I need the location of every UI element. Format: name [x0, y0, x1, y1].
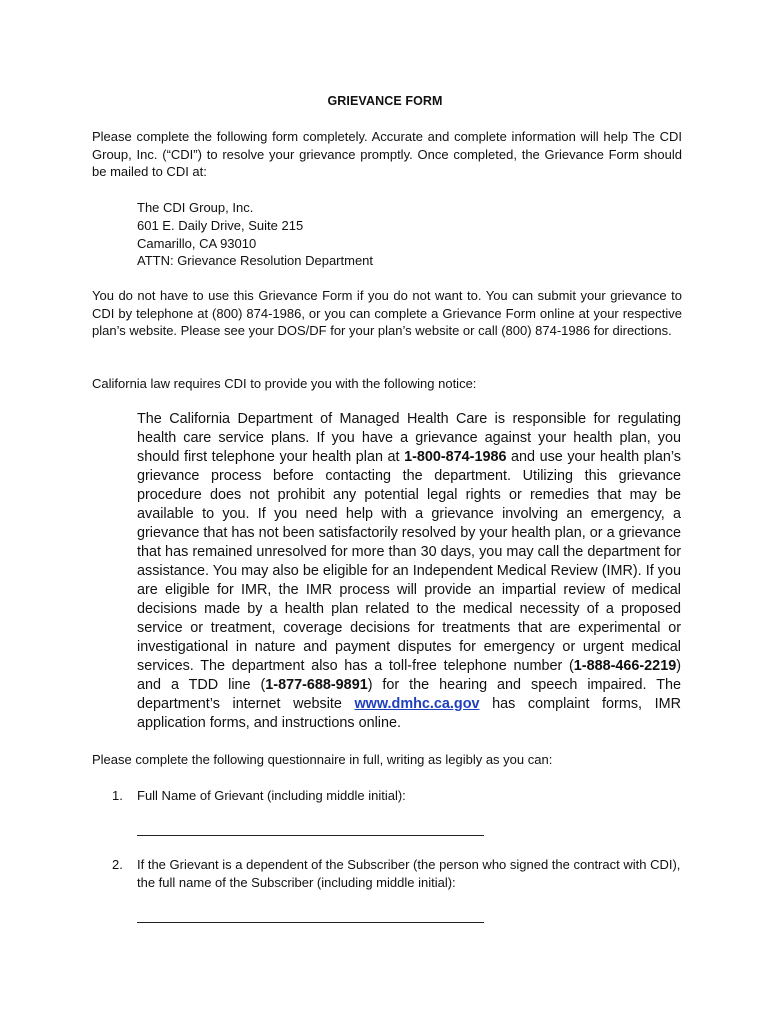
notice-text-2: and use your health plan’s grievance process before contacting the department. Utilizing this grievance procedure does not prohibit any potential legal rights or remedies that may be available to you. If you need help with a grievance involving an emergency, a grievance that has not been satisfactorily resolved by your health plan, or a grievance that has remained unresolved for more than 30 days, you may call the department for assistance. You may also be eligible for an Independent Medical Review (IMR). If you are eligible for IMR, the IMR process will provide an impartial review of medical decisions made by a health plan related to the medical necessity of a proposed service or treatment, coverage decisions for treatments that are experimental or investigational in nature and payment disputes for emergency or urgent medical services. The department also has a toll-free telephone number ( — [137, 449, 681, 674]
department-phone-number: 1-888-466-2219 — [573, 658, 677, 674]
address-line-attn: ATTN: Grievance Resolution Department — [137, 253, 374, 269]
address-line-street: 601 E. Daily Drive, Suite 215 — [137, 217, 304, 233]
notice-text-5: has complaint forms, IMR application forms, and instructions online. — [137, 696, 681, 731]
question-text: If the Grievant is a dependent of the Subscriber (the person who signed the contract with CDI), the full name of the Subscriber (including middle initial): — [137, 857, 681, 890]
intro-paragraph: Please complete the following form completely. Accurate and complete information will help The CDI Group, Inc. (“CDI”) to resolve your grievance promptly. Once completed, the Grievance Form should be mailed to CDI at: — [92, 129, 682, 180]
tdd-phone-number: 1-877-688-9891 — [265, 677, 368, 693]
question-number: 1. — [112, 788, 123, 803]
subscriber-name-answer-line[interactable] — [137, 922, 484, 923]
law-intro-paragraph: California law requires CDI to provide you with the following notice: — [92, 376, 477, 391]
dmhc-website-link[interactable]: www.dmhc.ca.gov — [354, 696, 480, 712]
notice-text-4: ) for the hearing and speech impaired. The department’s internet website — [137, 677, 681, 712]
notice-text-3: ) and a TDD line ( — [137, 658, 681, 693]
page-title: GRIEVANCE FORM — [327, 94, 443, 108]
address-line-city: Camarillo, CA 93010 — [137, 235, 257, 251]
alternatives-paragraph: You do not have to use this Grievance Form if you do not want to. You can submit your grievance to CDI by telephone at (800) 874-1986, or you can complete a Grievance Form online at your respective plan’s website. Please see your DOS/DF for your plan’s website or call (800) 874-1986 for directions. — [92, 288, 682, 339]
plan-phone-number: 1-800-874-1986 — [404, 449, 507, 465]
mailing-address — [137, 199, 373, 270]
address-line-company: The CDI Group, Inc. — [137, 200, 254, 215]
question-text: Full Name of Grievant (including middle initial): — [137, 788, 406, 803]
question-number: 2. — [112, 857, 123, 872]
notice-text-1: The California Department of Managed Health Care is responsible for regulating health care service plans. If you have a grievance against your health plan, you should first telephone your health plan at — [137, 411, 681, 465]
grievant-name-answer-line[interactable] — [137, 835, 484, 836]
questionnaire-intro: Please complete the following questionnaire in full, writing as legibly as you can: — [92, 752, 553, 767]
dmhc-notice — [137, 410, 681, 733]
